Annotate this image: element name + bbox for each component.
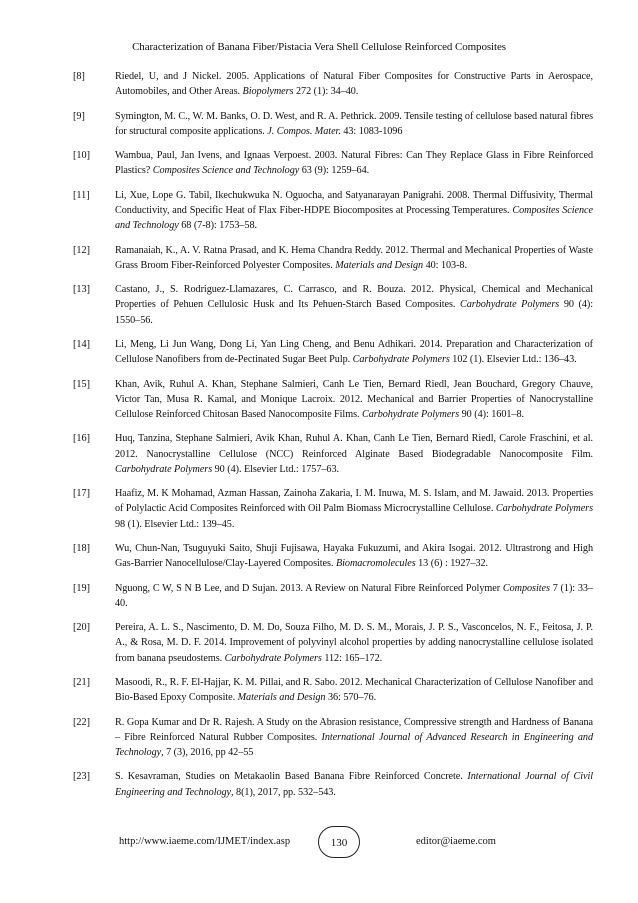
reference-number: [15] [73, 378, 90, 390]
reference-text [115, 69, 593, 99]
reference-venue: Materials and Design [335, 259, 424, 271]
reference-body: Pereira, A. L. S., Nascimento, D. M. Do, Souza Filho, M. D. S. M., Morais, J. P. S., Vasconcelos, N. F., Feitosa, J. P. A., & Rosa, M. D. F. 2014. Improvement of polyvinyl alcohol properties by adding nanocrystalline cellulose isolated from banana pseudostems. [115, 622, 593, 664]
reference-number: [17] [73, 488, 90, 500]
reference-item [73, 486, 593, 532]
reference-details: 112: 165–172. [324, 652, 383, 664]
reference-venue: Composites Science and Technology [152, 165, 300, 177]
reference-number: [18] [73, 542, 90, 554]
reference-item [73, 282, 593, 328]
reference-venue: Carbohydrate Polymers [352, 354, 450, 366]
reference-item [73, 675, 593, 705]
reference-text [115, 148, 593, 178]
reference-number: [22] [73, 716, 90, 728]
reference-number: [8] [73, 71, 85, 82]
reference-text [115, 109, 593, 139]
reference-text [115, 581, 593, 611]
reference-venue: Carbohydrate Polymers [495, 503, 593, 515]
reference-body: S. Kesavraman, Studies on Metakaolin Based Banana Fibre Reinforced Concrete. [115, 771, 463, 783]
reference-details: 36: 570–76. [327, 692, 377, 704]
reference-body: Li, Xue, Lope G. Tabil, Ikechukwuka N. Oguocha, and Satyanarayan Panigrahi. 2008. Thermal Diffusivity, Thermal Conductivity, and Specific Heat of Flax Fiber-HDPE Biocomposites at Processing Temperatures. [115, 189, 593, 216]
reference-venue: Biomacromolecules [335, 558, 416, 570]
reference-body: Riedel, U, and J Nickel. 2005. Applications of Natural Fiber Composites for Constructive Parts in Aerospace, Automobiles, and Other Areas. [115, 71, 593, 98]
reference-text [115, 282, 593, 328]
reference-details: 90 (4): 1601–8. [461, 408, 524, 420]
reference-venue: Carbohydrate Polymers [362, 408, 460, 420]
reference-venue: Composites Science and Technology [115, 204, 594, 232]
reference-number: [20] [73, 622, 90, 634]
reference-text [115, 377, 593, 423]
reference-item [73, 69, 593, 99]
reference-text [115, 769, 593, 799]
reference-item [73, 337, 593, 367]
reference-venue: Materials and Design [237, 692, 326, 704]
reference-venue: J. Compos. Mater. [267, 125, 341, 137]
reference-number: [23] [73, 771, 90, 783]
reference-body: Wambua, Paul, Jan Ivens, and Ignaas Verpoest. 2003. Natural Fibres: Can They Replace Glass in Fibre Reinforced Plastics? [115, 150, 593, 177]
reference-number: [9] [73, 110, 85, 122]
reference-text [115, 188, 593, 234]
reference-details: 7 (1): 33–40. [115, 582, 594, 609]
reference-venue: Carbohydrate Polymers [460, 299, 560, 311]
reference-details: 63 (9): 1259–64. [301, 165, 370, 177]
reference-number: [13] [73, 284, 90, 296]
reference-details: 40: 103-8. [425, 259, 467, 271]
reference-venue: Carbohydrate Polymers [115, 463, 213, 475]
reference-details: 68 (7-8): 1753–58. [181, 220, 258, 232]
reference-venue: Carbohydrate Polymers [224, 652, 322, 664]
reference-body: Wu, Chun-Nan, Tsuguyuki Saito, Shuji Fujisawa, Hayaka Fukuzumi, and Akira Isogai. 2012. Ultrastrong and High Gas-Barrier Nanocellulose/Clay-Layered Composites. [115, 542, 593, 570]
reference-number: [11] [73, 189, 90, 201]
reference-body: R. Gopa Kumar and Dr R. Rajesh. A Study on the Abrasion resistance, Compressive strength and Hardness of Banana – Fibre Reinforced Natural Rubber Composites. [115, 716, 593, 743]
reference-text [115, 620, 593, 666]
reference-details: 98 (1). Elsevier Ltd.: 139–45. [115, 518, 235, 530]
reference-text [115, 486, 593, 532]
reference-number: [16] [73, 433, 90, 445]
reference-text [115, 715, 593, 761]
reference-item [73, 715, 593, 761]
reference-list [73, 69, 593, 809]
reference-venue: International Journal of Civil Engineering and Technology [115, 771, 594, 798]
reference-body: Castano, J., S. Rodriguez-Llamazares, C. Carrasco, and R. Bouza. 2012. Physical, Chemical and Mechanical Properties of Pehuen Cellulosic Husk and Its Pehuen-Starch Based Composites. [115, 284, 593, 311]
reference-text [115, 541, 593, 571]
reference-item [73, 431, 593, 477]
reference-body: Li, Meng, Li Jun Wang, Dong Li, Yan Ling Cheng, and Benu Adhikari. 2014. Preparation and Characterization of Cellulose Nanofibers from de-Pectinated Sugar Beet Pulp. [115, 338, 593, 366]
reference-venue: Composites [502, 582, 550, 594]
reference-item [73, 188, 593, 234]
reference-text [115, 243, 593, 273]
reference-details: , 8(1), 2017, pp. 532–543. [231, 786, 336, 798]
reference-item [73, 148, 593, 178]
reference-details: 13 (6) : 1927–32. [418, 558, 489, 570]
reference-item [73, 377, 593, 423]
reference-details: 90 (4): 1550–56. [115, 299, 594, 326]
reference-number: [10] [73, 150, 90, 162]
reference-number: [14] [73, 338, 90, 350]
reference-body: Ramanaiah, K., A. V. Ratna Prasad, and K. Hema Chandra Reddy. 2012. Thermal and Mechanical Properties of Waste Grass Broom Fiber-Reinforced Polyester Composites. [115, 244, 593, 271]
reference-item [73, 541, 593, 571]
reference-item [73, 769, 593, 799]
reference-details: 272 (1): 34–40. [295, 86, 359, 98]
reference-item [73, 109, 593, 139]
reference-body: Huq, Tanzina, Stephane Salmieri, Avik Khan, Ruhul A. Khan, Canh Le Tien, Bernard Riedl, Carole Fraschini, et al. 2012. Nanocrystalline Cellulose (NCC) Reinforced Alginate Based Biodegradable Nanocomposite Film. [115, 433, 593, 460]
reference-body: Symington, M. C., W. M. Banks, O. D. West, and R. A. Pethrick. 2009. Tensile testing of cellulose based natural fibres for structural composite applications. [115, 110, 593, 137]
page-number: 130 [318, 826, 360, 858]
reference-body: Khan, Avik, Ruhul A. Khan, Stephane Salmieri, Canh Le Tien, Bernard Riedl, Jean Bouchard, Gregory Chauve, Victor Tan, Musa R. Kamal, and Monique Lacroix. 2012. Mechanical and Barrier Properties of Nanocrystalline Cellulose Reinforced Chitosan Based Nanocomposite Films. [115, 378, 593, 420]
reference-details: 102 (1). Elsevier Ltd.: 136–43. [452, 354, 577, 366]
reference-number: [12] [73, 244, 90, 256]
reference-text [115, 337, 593, 367]
reference-text [115, 431, 593, 477]
reference-body: Nguong, C W, S N B Lee, and D Sujan. 2013. A Review on Natural Fibre Reinforced Polymer [115, 582, 501, 594]
reference-number: [19] [73, 582, 90, 594]
reference-item [73, 620, 593, 666]
reference-text [115, 675, 593, 705]
reference-body: Haafiz, M. K Mohamad, Azman Hassan, Zainoha Zakaria, I. M. Inuwa, M. S. Islam, and M. Jawaid. 2013. Properties of Polylactic Acid Composites Reinforced with Oil Palm Biomass Microcrystalline Cellulose. [115, 488, 593, 515]
page-footer [0, 826, 638, 860]
reference-item [73, 243, 593, 273]
reference-details: 43: 1083-1096 [343, 125, 403, 137]
running-title: Characterization of Banana Fiber/Pistacia Vera Shell Cellulose Reinforced Composites [132, 41, 506, 53]
footer-url-link[interactable]: http://www.iaeme.com/IJMET/index.asp [119, 836, 291, 847]
reference-details: , 7 (3), 2016, pp 42–55 [161, 746, 254, 758]
reference-item [73, 581, 593, 611]
reference-body: Masoodi, R., R. F. El-Hajjar, K. M. Pillai, and R. Sabo. 2012. Mechanical Characterization of Cellulose Nanofiber and Bio-Based Epoxy Composite. [115, 676, 593, 704]
footer-email-link[interactable]: editor@iaeme.com [416, 836, 496, 847]
reference-details: 90 (4). Elsevier Ltd.: 1757–63. [214, 463, 339, 475]
reference-number: [21] [73, 676, 90, 688]
reference-venue: International Journal of Advanced Research in Engineering and Technology [115, 731, 593, 758]
reference-venue: Biopolymers [242, 86, 294, 98]
